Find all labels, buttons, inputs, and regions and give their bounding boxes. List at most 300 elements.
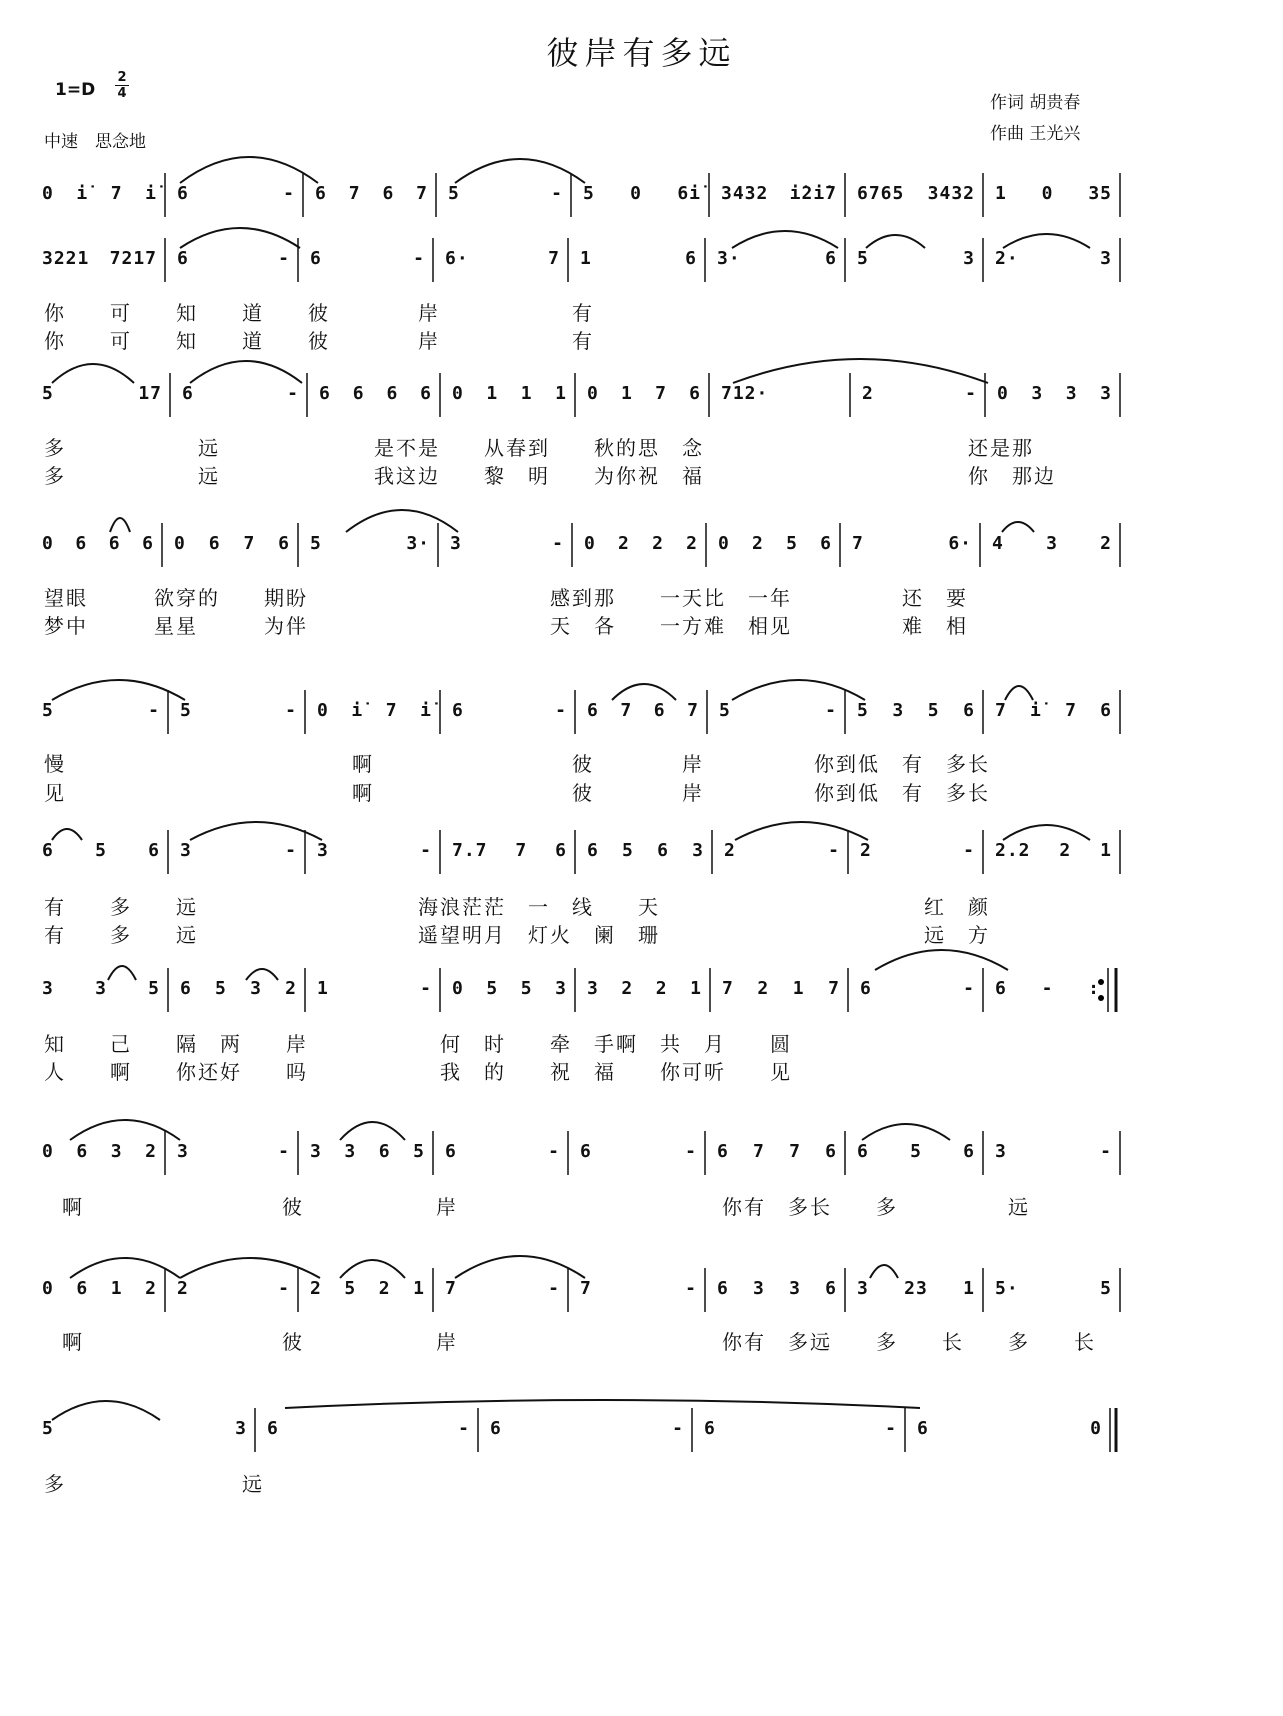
note-token: 0 [42, 1278, 54, 1299]
slur [875, 950, 1008, 970]
note-token: 7 [548, 248, 560, 269]
note-token: 2 [652, 533, 664, 554]
note-token: 3 [1100, 383, 1112, 404]
note-token: 7 [445, 1278, 457, 1299]
note-token: i̇ [145, 183, 157, 204]
note-token: 3 [180, 840, 192, 861]
note-token: 6 [76, 1141, 89, 1162]
measure [857, 183, 975, 204]
note-token: - [685, 1141, 697, 1162]
note-token: 2 [285, 978, 297, 999]
measure [860, 978, 975, 999]
note-token: 712· [721, 383, 769, 404]
measure [177, 248, 290, 269]
note-token: 7 [995, 700, 1007, 721]
note-token: 2 [177, 1278, 189, 1299]
note-token: 5 [42, 383, 54, 404]
note-token: 5 [786, 533, 798, 554]
note-token: 3 [789, 1278, 801, 1299]
measure [717, 248, 837, 269]
note-token: 5 [448, 183, 460, 204]
note-token: 1 [555, 383, 567, 404]
measure [992, 533, 1112, 554]
note-token: - [672, 1418, 684, 1439]
measure [718, 533, 832, 554]
lyric-line: 慢 啊 彼 岸 你到低 有 多长 [44, 752, 990, 776]
note-token: 5 [413, 1141, 425, 1162]
measure [580, 248, 697, 269]
note-token: 6 [319, 383, 331, 404]
measure [448, 183, 563, 204]
note-token: 0 [174, 533, 186, 554]
measure [852, 533, 972, 554]
note-token: - [278, 1141, 290, 1162]
measure [587, 383, 701, 404]
note-token: - [963, 978, 975, 999]
lyric-line: 有 多 远 海浪茫茫 一 线 天 红 颜 [44, 895, 990, 919]
note-token: - [885, 1418, 897, 1439]
note-token: 0 [1090, 1418, 1102, 1439]
note-token: 2 [145, 1278, 157, 1299]
lyric-line: 你 可 知 道 彼 岸 有 [44, 329, 594, 353]
note-token: 6 [310, 248, 322, 269]
note-token: 7 [110, 183, 123, 204]
note-token: 5 [344, 1278, 357, 1299]
note-token: 6 [177, 248, 189, 269]
note-token: 6 [75, 533, 88, 554]
slur [180, 157, 318, 183]
slur [340, 1260, 405, 1278]
note-token: 1 [792, 978, 805, 999]
note-token: 1 [995, 183, 1007, 204]
note-token: i̇ [1030, 700, 1042, 721]
note-token: - [420, 840, 432, 861]
note-token: 6 [278, 533, 290, 554]
measure [317, 978, 432, 999]
note-token: i̇2i̇7 [789, 183, 837, 204]
note-token: 5 [310, 533, 322, 554]
note-token: 6 [820, 533, 832, 554]
measure [452, 840, 567, 861]
note-token: 2 [757, 978, 770, 999]
note-token: 6· [445, 248, 469, 269]
note-token: 7 [243, 533, 256, 554]
note-token: 5 [42, 700, 54, 721]
measure [995, 700, 1112, 721]
note-token: 3 [1100, 248, 1112, 269]
note-token: 3 [1046, 533, 1058, 554]
note-token: 2 [378, 1278, 391, 1299]
measure [995, 1278, 1112, 1299]
note-token: 6 [963, 1141, 975, 1162]
note-token: 2 [1100, 533, 1112, 554]
note-token: 6 [445, 1141, 457, 1162]
note-token: 3 [1031, 383, 1044, 404]
note-token: 7 [852, 533, 864, 554]
measure [310, 248, 425, 269]
slur [190, 822, 322, 840]
slur [866, 235, 925, 248]
note-token: 6 [580, 1141, 592, 1162]
slur [180, 228, 300, 248]
lyric-line: 有 多 远 遥望明月 灯火 阑 珊 远 方 [44, 923, 990, 947]
note-token: 7217 [109, 248, 157, 269]
slur [455, 159, 585, 183]
note-token: 6 [452, 700, 464, 721]
measure [42, 1418, 247, 1439]
note-token: 5 [42, 1418, 54, 1439]
note-token: 6· [948, 533, 972, 554]
note-token: 0 [452, 383, 464, 404]
note-token: 1 [580, 248, 592, 269]
note-token: - [420, 978, 432, 999]
note-token: 3221 [42, 248, 90, 269]
measure [317, 700, 432, 721]
note-token: 6 [587, 840, 599, 861]
note-token: 3 [42, 978, 54, 999]
note-token: 5 [486, 978, 499, 999]
note-token: 3· [406, 533, 430, 554]
note-token: 0 [42, 183, 54, 204]
note-token: 7 [687, 700, 699, 721]
note-token: 3432 [927, 183, 975, 204]
note-token: 6 [995, 978, 1007, 999]
measure [180, 978, 297, 999]
lyric-line: 你 可 知 道 彼 岸 有 [44, 301, 594, 325]
note-token: 3· [717, 248, 741, 269]
slur [190, 361, 302, 383]
slur [52, 364, 134, 383]
note-token: 6 [42, 840, 54, 861]
measure [180, 840, 297, 861]
note-token: 3432 [721, 183, 769, 204]
note-token: 35 [1088, 183, 1112, 204]
note-token: - [283, 183, 295, 204]
measure [583, 183, 701, 204]
note-token: - [963, 840, 975, 861]
measure [42, 1278, 157, 1299]
note-token: 6 [382, 183, 395, 204]
note-token: 6 [717, 1278, 729, 1299]
note-token: 5 [857, 248, 869, 269]
note-token: 3 [177, 1141, 189, 1162]
note-token: 3 [995, 1141, 1007, 1162]
note-token: 6 [352, 383, 365, 404]
measure [862, 383, 977, 404]
note-token: 1 [110, 1278, 123, 1299]
measure [42, 248, 157, 269]
note-token: 1 [317, 978, 329, 999]
note-token: 1 [413, 1278, 425, 1299]
note-token: 7 [753, 1141, 765, 1162]
measure [490, 1418, 684, 1439]
note-token: 6 [857, 1141, 869, 1162]
note-token: 3 [317, 840, 329, 861]
note-token: 2 [862, 383, 874, 404]
measure [317, 840, 432, 861]
note-token: 6 [177, 183, 189, 204]
measure [584, 533, 698, 554]
note-token: 3 [310, 1141, 322, 1162]
note-token: i̇ [351, 700, 364, 721]
measure [857, 248, 975, 269]
note-token: 2 [686, 533, 698, 554]
note-token: 2 [310, 1278, 322, 1299]
measure [42, 383, 162, 404]
note-token: 0 [584, 533, 596, 554]
note-token: - [825, 700, 837, 721]
note-token: 6 [180, 978, 192, 999]
measure [724, 840, 840, 861]
note-token: - [828, 840, 840, 861]
note-token: 2 [145, 1141, 157, 1162]
measure [995, 183, 1112, 204]
note-token: - [551, 183, 563, 204]
time-signature-bottom: 4 [117, 86, 127, 101]
note-token: - [965, 383, 977, 404]
note-token: 6 [825, 1141, 837, 1162]
note-token: - [548, 1278, 560, 1299]
measure [580, 1141, 697, 1162]
note-token: 1 [520, 383, 533, 404]
note-token: 2 [618, 533, 630, 554]
note-token: 7.7 [452, 840, 488, 861]
note-token: 2 [1059, 840, 1072, 861]
lyric-line: 多 远 [44, 1472, 264, 1496]
note-token: 5 [95, 840, 107, 861]
note-token: 3 [235, 1418, 247, 1439]
slur [180, 1258, 320, 1278]
note-token: 5 [910, 1141, 922, 1162]
slur [70, 1258, 180, 1278]
slur [1002, 522, 1034, 532]
note-token: - [278, 248, 290, 269]
note-token: 6 [657, 840, 669, 861]
measure [42, 978, 160, 999]
note-token: - [458, 1418, 470, 1439]
measure [267, 1418, 470, 1439]
note-token: - [685, 1278, 697, 1299]
note-token: 7 [828, 978, 840, 999]
note-token: 5· [995, 1278, 1019, 1299]
note-token: 2 [621, 978, 634, 999]
note-token: 0 [42, 1141, 54, 1162]
measure [995, 1141, 1112, 1162]
note-token: 7 [722, 978, 734, 999]
note-token: 3 [110, 1141, 123, 1162]
measure [860, 840, 975, 861]
slur [340, 1122, 405, 1140]
measure [997, 383, 1112, 404]
note-token: 5 [215, 978, 227, 999]
tempo-marking: 中速 思念地 [44, 132, 146, 152]
measure [995, 840, 1112, 861]
note-token: : [1088, 978, 1100, 999]
note-token: 6 [420, 383, 432, 404]
note-token: - [413, 248, 425, 269]
lyric-line: 人 啊 你还好 吗 我 的 祝 福 你可听 见 [44, 1060, 792, 1084]
note-token: 3 [344, 1141, 357, 1162]
note-token: 3 [450, 533, 462, 554]
measure [182, 383, 299, 404]
note-token: 6 [689, 383, 701, 404]
measure [42, 1141, 157, 1162]
note-token: 7 [1065, 700, 1077, 721]
measure [857, 1141, 975, 1162]
key-signature: 1=D [55, 80, 96, 100]
note-token: 3 [753, 1278, 765, 1299]
measure [704, 1418, 897, 1439]
note-token: 23 [904, 1278, 928, 1299]
note-token: 6 [963, 700, 975, 721]
note-token: 0 [42, 533, 54, 554]
note-token: 6i̇ [677, 183, 701, 204]
measure [315, 183, 428, 204]
composer-credit: 作曲 王光兴 [990, 124, 1081, 144]
measure [717, 1141, 837, 1162]
lyric-line: 知 己 隔 两 岸 何 时 牵 手啊 共 月 圆 [44, 1032, 792, 1056]
measure [177, 183, 295, 204]
measure [445, 248, 560, 269]
note-token: 7 [416, 183, 428, 204]
note-token: 6 [860, 978, 872, 999]
slur [70, 1120, 180, 1140]
note-token: 6 [378, 1141, 391, 1162]
note-token: 6 [386, 383, 399, 404]
lyric-line: 梦中 星星 为伴 天 各 一方难 相见 难 相 [44, 614, 968, 638]
note-token: 3 [857, 1278, 869, 1299]
note-token: 6 [825, 1278, 837, 1299]
measure [177, 1278, 290, 1299]
note-token: - [555, 700, 567, 721]
note-token: 6 [148, 840, 160, 861]
note-token: - [278, 1278, 290, 1299]
measure [917, 1418, 1102, 1439]
note-token: 2 [752, 533, 764, 554]
note-token: 6 [315, 183, 327, 204]
note-token: 6 [1100, 700, 1112, 721]
note-token: 1 [690, 978, 702, 999]
lyric-line: 啊 彼 岸 你有 多远 多 长 多 长 [62, 1330, 1096, 1354]
measure [995, 978, 1100, 999]
slur [732, 231, 838, 248]
slur [733, 359, 988, 383]
note-token: 6 [653, 700, 666, 721]
measure [452, 978, 567, 999]
note-token: 17 [138, 383, 162, 404]
measure [722, 978, 840, 999]
note-token: 0 [587, 383, 599, 404]
note-token: 6 [704, 1418, 716, 1439]
note-token: 7 [515, 840, 528, 861]
measure [580, 1278, 697, 1299]
note-token: 6 [825, 248, 837, 269]
measure [857, 700, 975, 721]
note-token: 6 [142, 533, 154, 554]
note-token: 5 [857, 700, 869, 721]
note-token: 2.2 [995, 840, 1031, 861]
note-token: - [285, 840, 297, 861]
note-token: i̇ [76, 183, 89, 204]
lyric-line: 望眼 欲穿的 期盼 感到那 一天比 一年 还 要 [44, 586, 968, 610]
measure [721, 383, 842, 404]
note-token: 5 [520, 978, 533, 999]
note-token: 6 [685, 248, 697, 269]
note-token: 5 [1100, 1278, 1112, 1299]
note-token: 6 [208, 533, 221, 554]
note-token: - [1041, 978, 1054, 999]
measure [452, 383, 567, 404]
note-token: 0 [317, 700, 329, 721]
note-token: i̇ [420, 700, 432, 721]
measure [42, 700, 160, 721]
slur [285, 1400, 920, 1408]
note-token: 1 [963, 1278, 975, 1299]
slur [52, 680, 185, 700]
measure [310, 1278, 425, 1299]
measure [445, 1278, 560, 1299]
measure [180, 700, 297, 721]
note-token: 2 [724, 840, 736, 861]
lyricist-credit: 作词 胡贵春 [990, 93, 1081, 113]
note-token: 4 [992, 533, 1004, 554]
note-token: - [552, 533, 564, 554]
note-token: 6765 [857, 183, 905, 204]
note-token: 7 [620, 700, 633, 721]
measure [995, 248, 1112, 269]
slur [346, 510, 458, 532]
lyric-line: 多 远 我这边 黎 明 为你祝 福 你 那边 [44, 464, 1056, 488]
note-token: 0 [718, 533, 730, 554]
note-token: 7 [580, 1278, 592, 1299]
note-token: 6 [717, 1141, 729, 1162]
note-token: 3 [892, 700, 905, 721]
measure [717, 1278, 837, 1299]
note-token: 3 [963, 248, 975, 269]
note-token: 2· [995, 248, 1019, 269]
note-token: 7 [655, 383, 667, 404]
note-token: 1 [1100, 840, 1112, 861]
note-token: 6 [108, 533, 121, 554]
note-token: 3 [555, 978, 567, 999]
note-token: 5 [622, 840, 634, 861]
note-token: - [548, 1141, 560, 1162]
note-token: 1 [621, 383, 633, 404]
measure [310, 1141, 425, 1162]
note-token: 0 [1041, 183, 1054, 204]
measure [721, 183, 837, 204]
note-token: 0 [452, 978, 464, 999]
measure [42, 533, 154, 554]
note-token: 3 [587, 978, 599, 999]
measure [587, 840, 704, 861]
note-token: 5 [583, 183, 595, 204]
slur [1005, 686, 1033, 700]
note-token: - [285, 700, 297, 721]
note-token: 1 [486, 383, 499, 404]
note-token: 2 [860, 840, 872, 861]
note-token: 6 [555, 840, 567, 861]
measure [450, 533, 564, 554]
slur [1003, 825, 1090, 840]
note-token: 5 [148, 978, 160, 999]
measure [42, 840, 160, 861]
note-token: 3 [1065, 383, 1078, 404]
note-token: 2 [655, 978, 668, 999]
lyric-line: 见 啊 彼 岸 你到低 有 多长 [44, 781, 990, 805]
measure [445, 1141, 560, 1162]
note-token: - [148, 700, 160, 721]
